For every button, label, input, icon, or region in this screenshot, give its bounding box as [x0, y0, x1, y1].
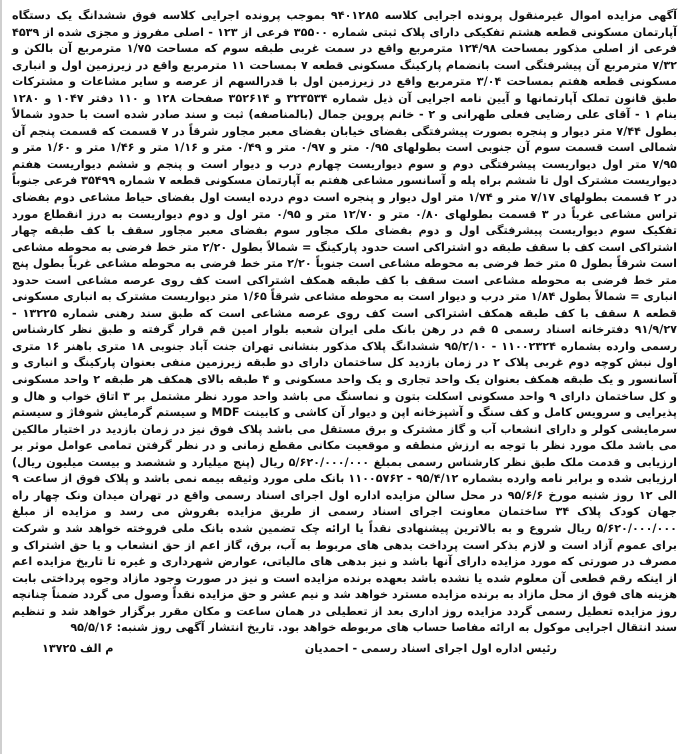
signatory: رئیس اداره اول اجرای اسناد رسمی - احمدیان [304, 641, 557, 655]
reference-number: م الف ۱۳۷۲۵ [42, 641, 114, 655]
signature-line [12, 641, 677, 657]
notice-paragraph: آگهی مزایده اموال غیرمنقول پرونده اجرایی کلاسه ۹۴۰۱۲۸۵ بموجب پرونده اجرایی کلاسه فوق ششدانگ یک دستگاه آپارتمان مسکونی قطعه هشتم تفکیکی دارای پلاک ثبتی شماره ۳۵۵۰۰ فرعی از ۱۲۳ - اصلی مفروز و مجزی شده از ۴۵۳۹ فرعی از اصلی مذکور بمساحت ۱۲۴/۹۸ مترمربع واقع در سمت غربی طبقه سوم که مساحت ۱/۷۵ مترمربع آن بالکن و ۷/۳۲ مترمربع آن پیشرفتگی است بانضمام پارکینگ مسکونی قطعه ۷ بمساحت ۱۱ مترمربع واقع در زیرزمین اول و انباری مسکونی قطعه هفتم بمساحت ۳/۰۴ مترمربع واقع در زیرزمین اول با قدرالسهم از عرصه و سایر مشاعات و مشترکات طبق قانون تملک آپارتمانها و آیین نامه اجرایی آن ذیل شماره ۳۲۳۵۳۴ و ۳۵۲۶۱۴ صفحات ۱۲۸ و ۱۱۰ دفتر ۱۰۴۷ و ۱۲۸۰ بنام ۱ - آقای علی رضایی فعلی طهرانی و ۲ - خانم پروین جمال (بالمناصفه) ثبت و سند صادر شده است با حدود شمالاً بطول ۷/۴۴ متر دیوار و پنجره بصورت پیشرفتگی بفضای خیابان بفضای معبر مجاور شرقاً در ۷ قسمت که قسمت پنجم آن شمالی است قسمت سوم آن جنوبی است بطولهای ۰/۹۵ متر و ۰/۹۷ متر و ۰/۴۹ متر و ۱/۱۶ متر و ۱/۴۶ متر و ۱/۶۰ متر و ۷/۹۵ متر اول دیواریست پیشرفتگی دوم و سوم دیواریست چهارم درب و دیوار است و پنجم و ششم دیواریست هفتم دیواریست مشترک اول تا ششم براه پله و آسانسور مشاعی هفتم به آپارتمان مسکونی قطعه ۷ شماره ۳۵۴۹۹ فرعی جنوباً در ۲ قسمت بطولهای ۷/۱۷ متر و ۱/۷۴ متر اول دیوار و پنجره است دوم درده ایست اول بفضای حیاط مشاعی دوم بفضای تراس مشاعی غرباً در ۳ قسمت بطولهای ۰/۸۰ متر و ۱۲/۷۰ متر و ۰/۹۵ متر اول و دوم دیواریست به درز انقطاع مورد تفکیک سوم دیواریست پیشرفتگی اول و دوم بفضای ملک مجاور سوم بفضای معبر مجاور سقف با کف طبقه چهار اشتراکی است کف با سقف طبقه دو اشتراکی است حدود پارکینگ = شمالاً بطول ۲/۲۰ متر خط فرضی به محوطه مشاعی است شرقاً بطول ۵ متر خط فرضی به محوطه مشاعی است جنوباً ۲/۲۰ متر خط فرضی به محوطه مشاعی غرباً بطول پنج متر خط فرضی به محوطه مشاعی است سقف با کف طبقه همکف اشتراکی است کف روی عرصه مشاعی است حدود انباری = شمالاً بطول ۱/۸۴ متر درب و دیوار است به محوطه مشاعی شرقاً ۱/۶۵ متر دیواریست مشترک به انباری مسکونی قطعه ۸ سقف با کف طبقه همکف اشتراکی است کف روی عرصه مشاعی است که طبق سند رهنی شماره ۱۳۲۲۵ - ۹۱/۹/۲۷ دفترخانه اسناد رسمی ۵ قم در رهن بانک ملی ایران شعبه بلوار امین قم قرار گرفته و طبق نظر کارشناس رسمی وارده بشماره ۱۱۰۰۲۳۲۴ - ۹۵/۲/۱۰ ششدانگ پلاک مذکور بنشانی تهران جنت آباد جنوبی ۱۸ متری باهنر ۱۶ متری اول نبش کوچه دوم غربی پلاک ۲ در زمان بازدید کل ساختمان دارای دو طبقه زیرزمین منفی بعنوان پارکینگ و انباری و آسانسور و یک طبقه همکف بعنوان یک واحد تجاری و یک واحد مسکونی و ۴ طبقه بالای همکف هر طبقه ۲ واحد مسکونی و کل ساختمان دارای ۹ واحد مسکونی اسکلت بتون و نماسنگ می باشد واحد مورد نظر مشتمل بر ۳ اتاق خواب و هال و پذیرایی و سرویس کامل و کف سنگ و آشپزخانه اپن و دیوار آن کاشی و کابینت MDF و سیستم گرمایش شوفاژ و سیستم سرمایشی کولر و دارای انشعاب آب و گاز مشترک و برق مستقل می باشد پلاک فوق نیز در زمان بازدید در اختیار مالکین می باشد ملک مورد نظر با توجه به ارزش منطقه و موقعیت مکانی مقطع زمانی و در نظر گرفتن تمامی عوامل موثر بر ارزیابی و قدمت ملک طبق نظر کارشناس رسمی بمبلغ ۵/۶۲۰/۰۰۰/۰۰۰ ریال (پنج میلیارد و ششصد و بیست میلیون ریال) ارزیابی شده و برابر نامه وارده بشماره ۹۵/۴/۱۲ - ۱۱۰۰۵۷۶۲ بانک ملی مورد وثیقه بیمه نمی باشد و پلاک فوق از ساعت ۹ الی ۱۲ روز شنبه مورخ ۹۵/۶/۶ در محل سالن مزایده اداره اول اجرای اسناد رسمی واقع در تهران میدان ونک چهار راه جهان کودک پلاک ۳۴ ساختمان معاونت اجرای اسناد رسمی از طریق مزایده بفروش می رسد و مزایده از مبلغ ۵/۶۲۰/۰۰۰/۰۰۰ ریال شروع و به بالاترین پیشنهادی نقداً یا ارائه چک تضمین شده بانک ملی فروخته خواهد شد و شرکت برای عموم آزاد است و لازم بذکر است پرداخت بدهی های مربوط به آب، برق، گاز اعم از حق انشعاب و یا حق اشتراک و مصرف در صورتی که مورد مزایده دارای آنها باشد و نیز بدهی های مالیاتی، عوارض شهرداری و غیره تا تاریخ مزایده اعم از اینکه رقم قطعی آن معلوم شده یا نشده باشد بعهده برنده مزایده است و نیز در صورت وجود مازاد وجوه پرداختی بابت هزینه های فوق از محل مازاد به برنده مزایده مسترد خواهد شد و نیم عشر و حق مزایده نقداً وصول می گردد ضمناً چنانچه روز مزایده تعطیل رسمی گردد مزایده روز اداری بعد از تعطیلی در همان ساعت و مکان مقرر برگزار خواهد شد و تنظیم سند انتقال اجرایی موکول به ارائه مفاصا حساب های مربوطه خواهد بود. تاریخ انتشار آگهی روز شنبه: ۹۵/۵/۱۶ [12, 9, 678, 635]
auction-notice [12, 8, 677, 637]
